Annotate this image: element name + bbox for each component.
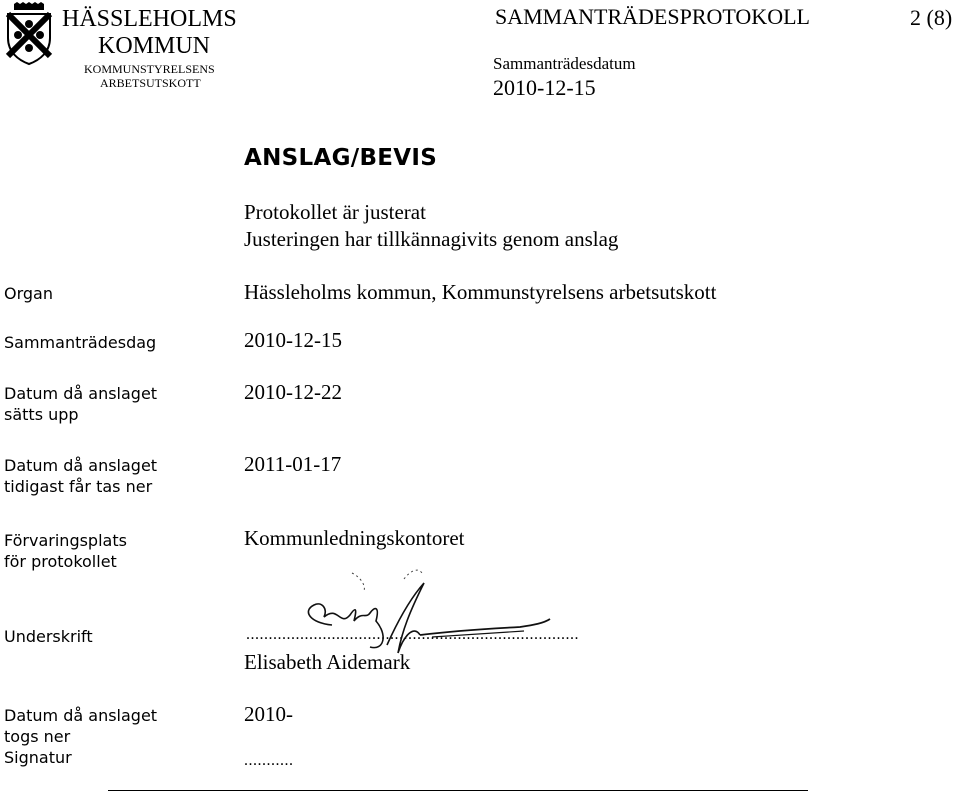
sammantradesdag-label: Sammanträdesdag xyxy=(4,333,157,352)
signature-line: .......................................................................... xyxy=(246,626,579,643)
storage-location-label: Förvaringsplats för protokollet xyxy=(4,531,127,571)
posted-date-label: Datum då anslaget sätts upp xyxy=(4,384,158,424)
organ-label: Organ xyxy=(4,284,53,303)
sammantradesdag-value: 2010-12-15 xyxy=(244,328,342,352)
earliest-removal-label: Datum då anslaget tidigast får tas ner xyxy=(4,456,158,496)
intro-line1: Protokollet är justerat xyxy=(244,200,426,224)
organization-unit-line1: KOMMUNSTYRELSENS xyxy=(84,62,215,76)
signatory-name: Elisabeth Aidemark xyxy=(244,650,411,674)
page-number: 2 (8) xyxy=(910,5,953,30)
handwritten-signature xyxy=(292,565,562,660)
organization-unit-line2: ARBETSUTSKOTT xyxy=(100,76,201,90)
meeting-date-label: Sammanträdesdatum xyxy=(493,54,636,73)
signature-label: Underskrift xyxy=(4,627,93,646)
removed-date-value: 2010- xyxy=(244,702,293,726)
organ-value: Hässleholms kommun, Kommunstyrelsens arbetsutskott xyxy=(244,280,717,304)
removed-date-label: Datum då anslaget togs ner Signatur xyxy=(4,706,158,767)
page-title: ANSLAG/BEVIS xyxy=(244,145,438,171)
earliest-removal-value: 2011-01-17 xyxy=(244,452,342,476)
municipal-coat-of-arms-logo xyxy=(2,2,56,66)
storage-location-value: Kommunledningskontoret xyxy=(244,526,465,550)
organization-name-line2: KOMMUN xyxy=(98,33,211,59)
document-type: SAMMANTRÄDESPROTOKOLL xyxy=(495,4,810,29)
removed-date-signature-line: ........... xyxy=(244,752,294,769)
meeting-date-value: 2010-12-15 xyxy=(493,75,596,100)
organization-name-line1: HÄSSLEHOLMS xyxy=(62,6,237,32)
footer-rule xyxy=(108,790,808,791)
posted-date-value: 2010-12-22 xyxy=(244,380,342,404)
intro-line2: Justeringen har tillkännagivits genom anslag xyxy=(244,227,619,251)
